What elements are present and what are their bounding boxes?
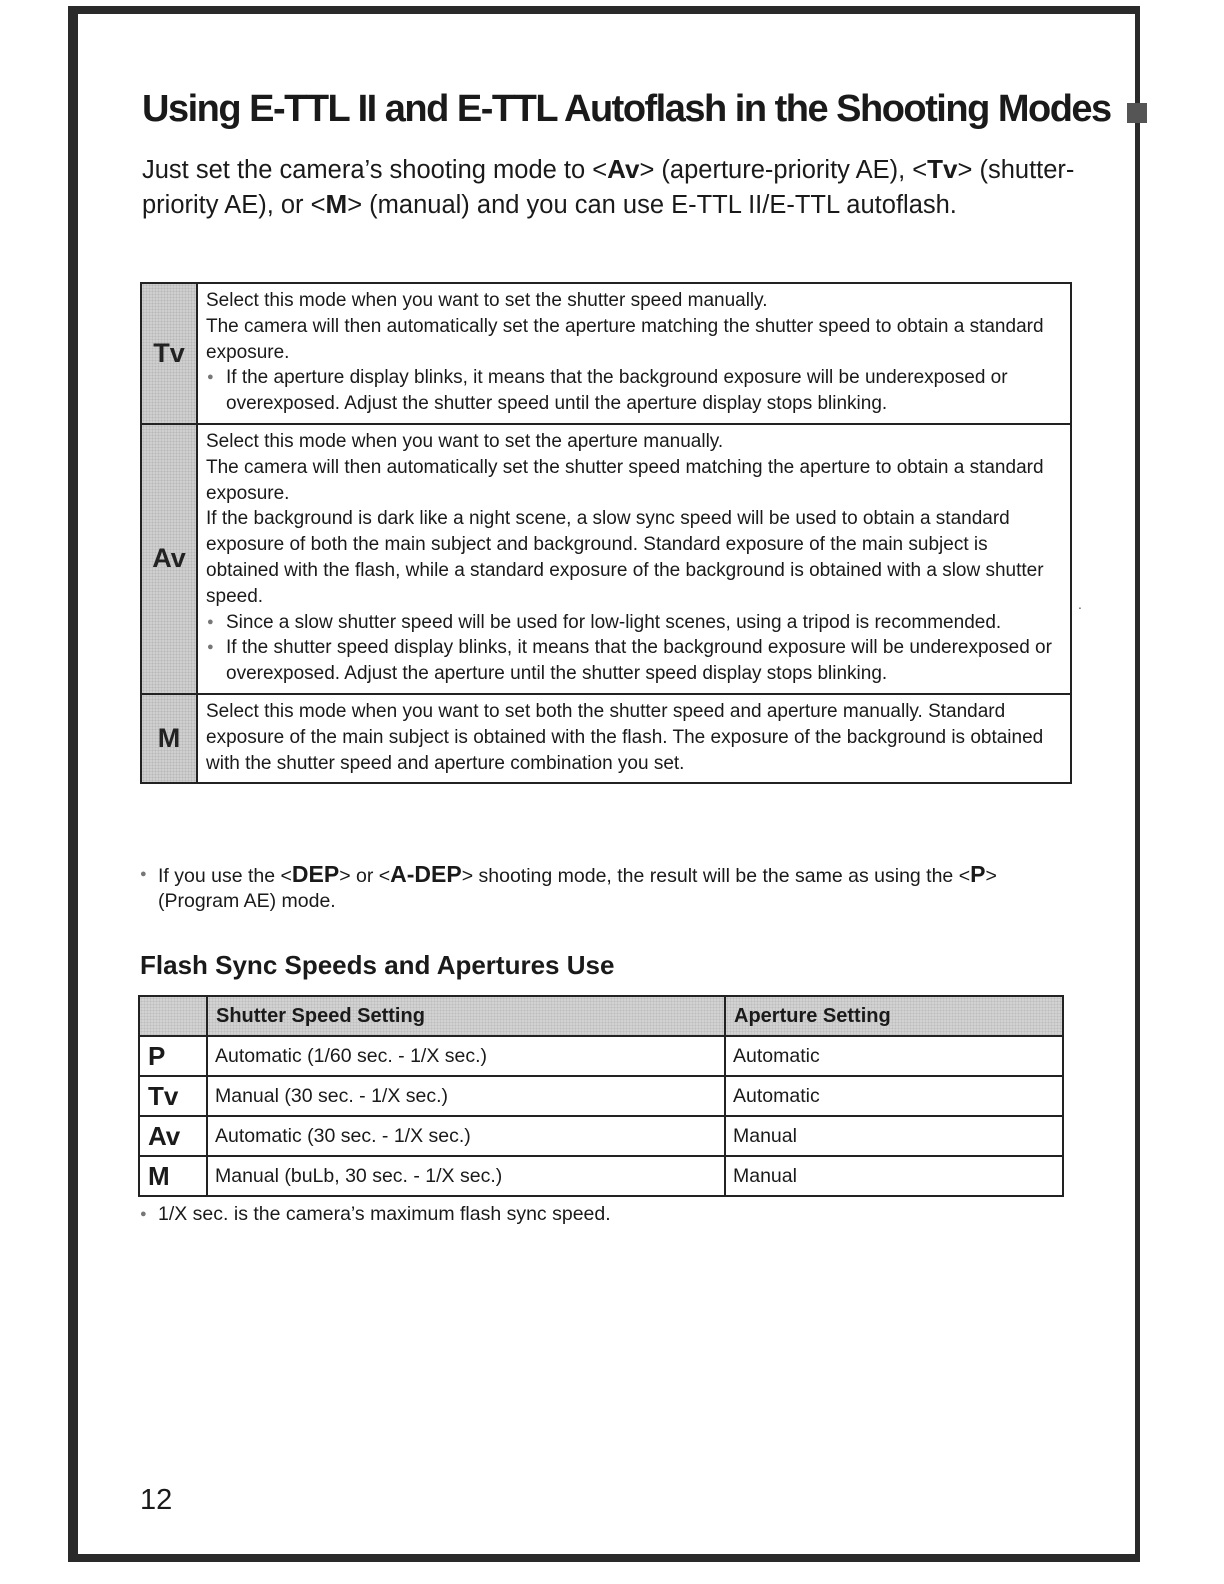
mode-description [197,694,1071,783]
column-header [139,996,207,1036]
column-header: Aperture Setting [725,996,1063,1036]
mode-label: Tv [141,283,197,424]
table-cell: M [139,1156,207,1196]
sync-note [138,1202,1078,1227]
bullet-item: ● If the shutter speed display blinks, it means that the background exposure will be underexposed or overexposed. Adjust the aperture until the shutter speed display stops blinking. [206,635,1060,687]
bullet-item: ● 1/X sec. is the camera’s maximum flash sync speed. [138,1202,1078,1227]
sync-heading: Flash Sync Speeds and Apertures Use [140,950,615,980]
table-cell: Tv [139,1076,207,1116]
flash-sync-table [138,995,1064,1197]
mode-label: Av [141,424,197,694]
mode-description [197,424,1071,694]
column-header: Shutter Speed Setting [207,996,725,1036]
bullet-item: ● Since a slow shutter speed will be used for low-light scenes, using a tripod is recommended. [206,610,1060,636]
bullet-item: ● If the aperture display blinks, it means that the background exposure will be underexposed or overexposed. Adjust the shutter speed until the aperture display stops blinking. [206,365,1060,417]
tv-symbol: Tv [927,154,958,184]
table-cell: Automatic (1/60 sec. - 1/X sec.) [207,1036,725,1076]
table-cell: Automatic (30 sec. - 1/X sec.) [207,1116,725,1156]
dep-symbol: DEP [291,861,340,887]
table-row [139,1156,1063,1196]
desc-line: The camera will then automatically set the shutter speed matching the aperture to obtain a standard exposure. [206,456,1044,504]
edge-mark: . [1078,596,1082,612]
table-cell: Automatic [725,1036,1063,1076]
table-cell: P [139,1036,207,1076]
desc-line: The camera will then automatically set the aperture matching the shutter speed to obtain a standard exposure. [206,315,1044,363]
desc-line: Select this mode when you want to set the aperture manually. [206,430,724,452]
av-symbol: Av [607,154,640,184]
table-row [139,1076,1063,1116]
desc-line: If the background is dark like a night scene, a slow sync speed will be used to obtain a standard exposure of both the main subject and background. Standard exposure of the main subject is obtained with the flash, while a standard exposure of the background is obtained with a slow shutter speed. [206,508,1044,607]
table-header-row [139,996,1063,1036]
desc-line: Select this mode when you want to set both the shutter speed and aperture manually. Standard exposure of the main subject is obtained with the flash. The exposure of the background is obtained with the shutter speed and aperture combination you set. [206,700,1044,774]
table-cell: Manual (buLb, 30 sec. - 1/X sec.) [207,1156,725,1196]
table-cell: Manual [725,1156,1063,1196]
page-number: 12 [140,1484,173,1516]
m-symbol: M [325,189,348,219]
table-cell: Manual (30 sec. - 1/X sec.) [207,1076,725,1116]
mode-row-tv [141,283,1071,424]
p-symbol: P [970,861,986,887]
bullet-item: ● If you use the <DEP> or <A-DEP> shooting mode, the result will be the same as using the <P> (Program AE) mode. [138,862,1078,914]
shooting-modes-table [140,282,1072,784]
table-cell: Manual [725,1116,1063,1156]
adep-symbol: A-DEP [390,861,462,887]
table-row [139,1116,1063,1156]
intro-paragraph: Just set the camera’s shooting mode to <Av> (aperture-priority AE), <Tv> (shutter-priority AE), or <M> (manual) and you can use E-TTL II/E-TTL autoflash. [142,154,1075,219]
mode-row-av [141,424,1071,694]
mode-label: M [141,694,197,783]
page-title: Using E-TTL II and E-TTL Autoflash in the Shooting Modes [142,88,1082,131]
section-marker-icon [1127,103,1147,123]
desc-line: Select this mode when you want to set the shutter speed manually. [206,290,768,311]
table-cell: Automatic [725,1076,1063,1116]
table-cell: Av [139,1116,207,1156]
mode-description [197,283,1071,424]
dep-note [138,862,1078,914]
mode-row-m [141,694,1071,783]
table-row [139,1036,1063,1076]
